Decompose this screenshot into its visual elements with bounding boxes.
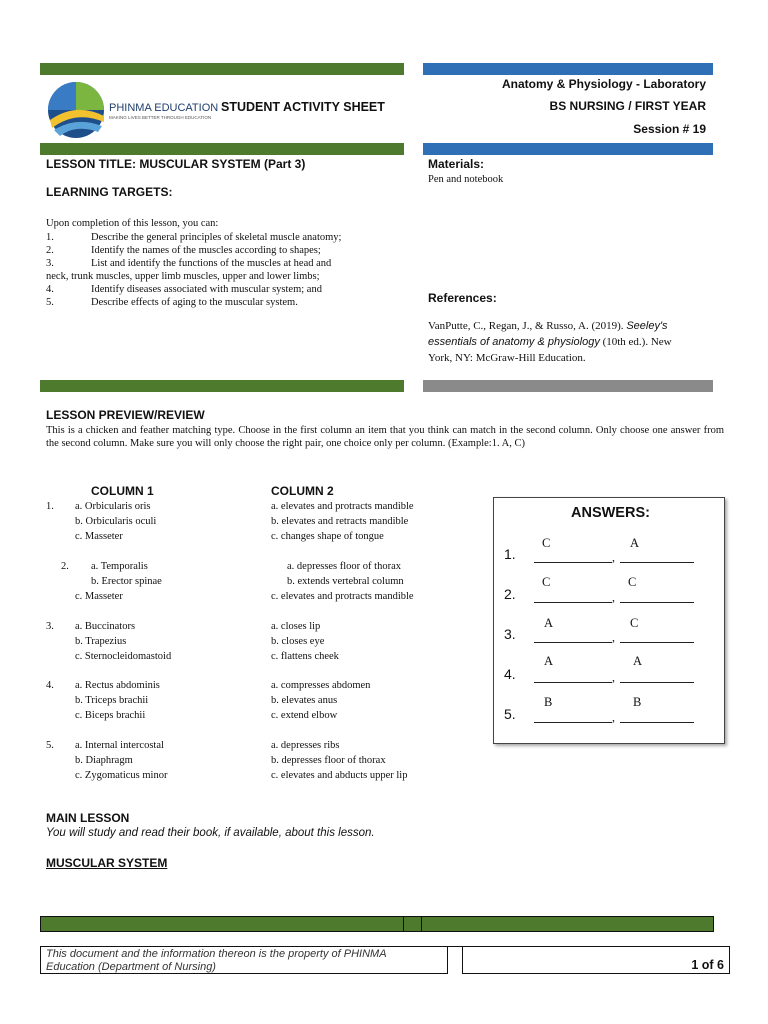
answer-number: 1. (504, 546, 516, 562)
answer-blank[interactable] (620, 682, 694, 683)
column1-option: c. Masseter (75, 531, 123, 542)
column2-option: a. elevates and protracts mandible (271, 501, 414, 512)
answer-value: A (633, 654, 643, 668)
answer-blank[interactable] (534, 722, 612, 723)
main-lesson-heading: MAIN LESSON (46, 811, 130, 825)
target-item: 2. Identify the names of the muscles according to shapes; (46, 245, 321, 256)
header-bar-left (40, 63, 404, 75)
answer-blank[interactable] (534, 602, 612, 603)
answer-value: B (633, 695, 642, 709)
column1-option: b. Orbicularis oculi (75, 516, 157, 527)
bottom-bar (40, 916, 714, 932)
target-item: 4. Identify diseases associated with muscular system; and (46, 284, 322, 295)
item-number: 2. (61, 561, 69, 572)
target-item: 3. List and identify the functions of the muscles at head and (46, 258, 332, 269)
target-item: 1. Describe the general principles of skeletal muscle anatomy; (46, 232, 342, 243)
preview-instructions: This is a chicken and feather matching type. Choose in the first column an item that you think can match in the second column. Only choose one answer from the second column. Make sure you will only choose the right pair, one choice only per column. (Example:1. A, C) (46, 425, 724, 449)
sheet-title: STUDENT ACTIVITY SHEET (221, 100, 385, 114)
column2-option: a. depresses floor of thorax (287, 561, 402, 572)
column1-option: c. Masseter (75, 591, 123, 602)
column2-option: b. depresses floor of thorax (271, 755, 386, 766)
answer-value: A (544, 616, 554, 630)
answer-blank[interactable] (620, 722, 694, 723)
main-lesson-text: You will study and read their book, if available, about this lesson. (46, 827, 375, 839)
column1-option: a. Rectus abdominis (75, 680, 160, 691)
column1-option: c. Biceps brachii (75, 710, 146, 721)
answer-blank[interactable] (620, 642, 694, 643)
references-heading: References: (428, 291, 497, 305)
answer-blank[interactable] (534, 562, 612, 563)
materials-text: Pen and notebook (428, 174, 504, 185)
phinma-logo-icon (46, 80, 106, 140)
item-number: 3. (46, 621, 54, 632)
column1-option: c. Sternocleidomastoid (75, 651, 172, 662)
section-bar-right (423, 143, 713, 155)
column2-option: b. elevates anus (271, 695, 338, 706)
targets-intro: Upon completion of this lesson, you can: (46, 218, 219, 229)
course-title: Anatomy & Physiology - Laboratory (501, 77, 706, 91)
answer-blank[interactable] (534, 682, 612, 683)
column1-heading: COLUMN 1 (91, 484, 154, 498)
column2-option: c. extend elbow (271, 710, 338, 721)
column2-option: b. extends vertebral column (287, 576, 404, 587)
footer-page-cell (462, 947, 730, 974)
item-number: 4. (46, 680, 54, 691)
lesson-title: LESSON TITLE: MUSCULAR SYSTEM (Part 3) (46, 157, 306, 171)
answer-blank[interactable] (620, 602, 694, 603)
answer-value: A (544, 654, 554, 668)
logo-text: PHINMA EDUCATION (109, 102, 219, 114)
learning-targets-list (46, 231, 398, 309)
column1-option: a. Internal intercostal (75, 740, 164, 751)
program-title: BS NURSING / FIRST YEAR (549, 99, 706, 113)
column2-option: a. depresses ribs (271, 740, 340, 751)
column1-option: a. Buccinators (75, 621, 136, 632)
target-item: 5. Describe effects of aging to the muscular system. (46, 297, 298, 308)
preview-heading: LESSON PREVIEW/REVIEW (46, 408, 205, 422)
column2-option: c. elevates and abducts upper lip (271, 770, 408, 781)
muscular-system-subheading: MUSCULAR SYSTEM (46, 856, 168, 870)
answer-blank[interactable] (620, 562, 694, 563)
column2-option: b. elevates and retracts mandible (271, 516, 409, 527)
column1-option: b. Triceps brachii (75, 695, 149, 706)
answers-box: ANSWERS: 1. C , A 2. C , C 3. A , C 4. A , A 5. B , B (493, 497, 725, 744)
item-number: 5. (46, 740, 54, 751)
section-bar-left (40, 143, 404, 155)
item-number: 1. (46, 501, 54, 512)
answer-value: C (630, 616, 639, 630)
column2-heading: COLUMN 2 (271, 484, 334, 498)
reference-citation: VanPutte, C., Regan, J., & Russo, A. (2019). Seeley's essentials of anatomy & physiology (10th ed.). New York, NY: McGraw-Hill Education. (428, 320, 672, 364)
target-item-continued: neck, trunk muscles, upper limb muscles, upper and lower limbs; (46, 271, 320, 282)
logo-tagline: MAKING LIVES BETTER THROUGH EDUCATION (109, 115, 212, 120)
column2-option: a. compresses abdomen (271, 680, 371, 691)
answer-value: C (628, 575, 637, 589)
column2-option: c. flattens cheek (271, 651, 339, 662)
column1-option: b. Trapezius (75, 636, 127, 647)
column2-option: b. closes eye (271, 636, 325, 647)
column1-option: a. Temporalis (91, 561, 148, 572)
column1-option: a. Orbicularis oris (75, 501, 151, 512)
answer-number: 4. (504, 666, 516, 682)
answer-value: C (542, 575, 551, 589)
answer-number: 2. (504, 586, 516, 602)
footer (40, 946, 730, 974)
materials-heading: Materials: (428, 157, 485, 171)
column2-option: a. closes lip (271, 621, 321, 632)
answer-value: A (630, 536, 640, 550)
answer-number: 3. (504, 626, 516, 642)
column2-option: c. elevates and protracts mandible (271, 591, 414, 602)
answers-heading: ANSWERS: (571, 505, 650, 521)
divider-bar-right (423, 380, 713, 392)
header-bar-right (423, 63, 713, 75)
answer-value: B (544, 695, 553, 709)
answer-number: 5. (504, 706, 516, 722)
column2-option: c. changes shape of tongue (271, 531, 384, 542)
session-number: Session # 19 (633, 122, 706, 136)
divider-bar-left (40, 380, 404, 392)
answer-value: C (542, 536, 551, 550)
column1-option: b. Diaphragm (75, 755, 133, 766)
column1-option: b. Erector spinae (91, 576, 162, 587)
learning-targets-heading: LEARNING TARGETS: (46, 185, 173, 199)
answer-blank[interactable] (534, 642, 612, 643)
footer-notice: This document and the information thereon is the property of PHINMA Education (Department of Nursing) (46, 948, 387, 973)
column1-option: c. Zygomaticus minor (75, 770, 168, 781)
page-number: 1 of 6 (691, 958, 724, 972)
